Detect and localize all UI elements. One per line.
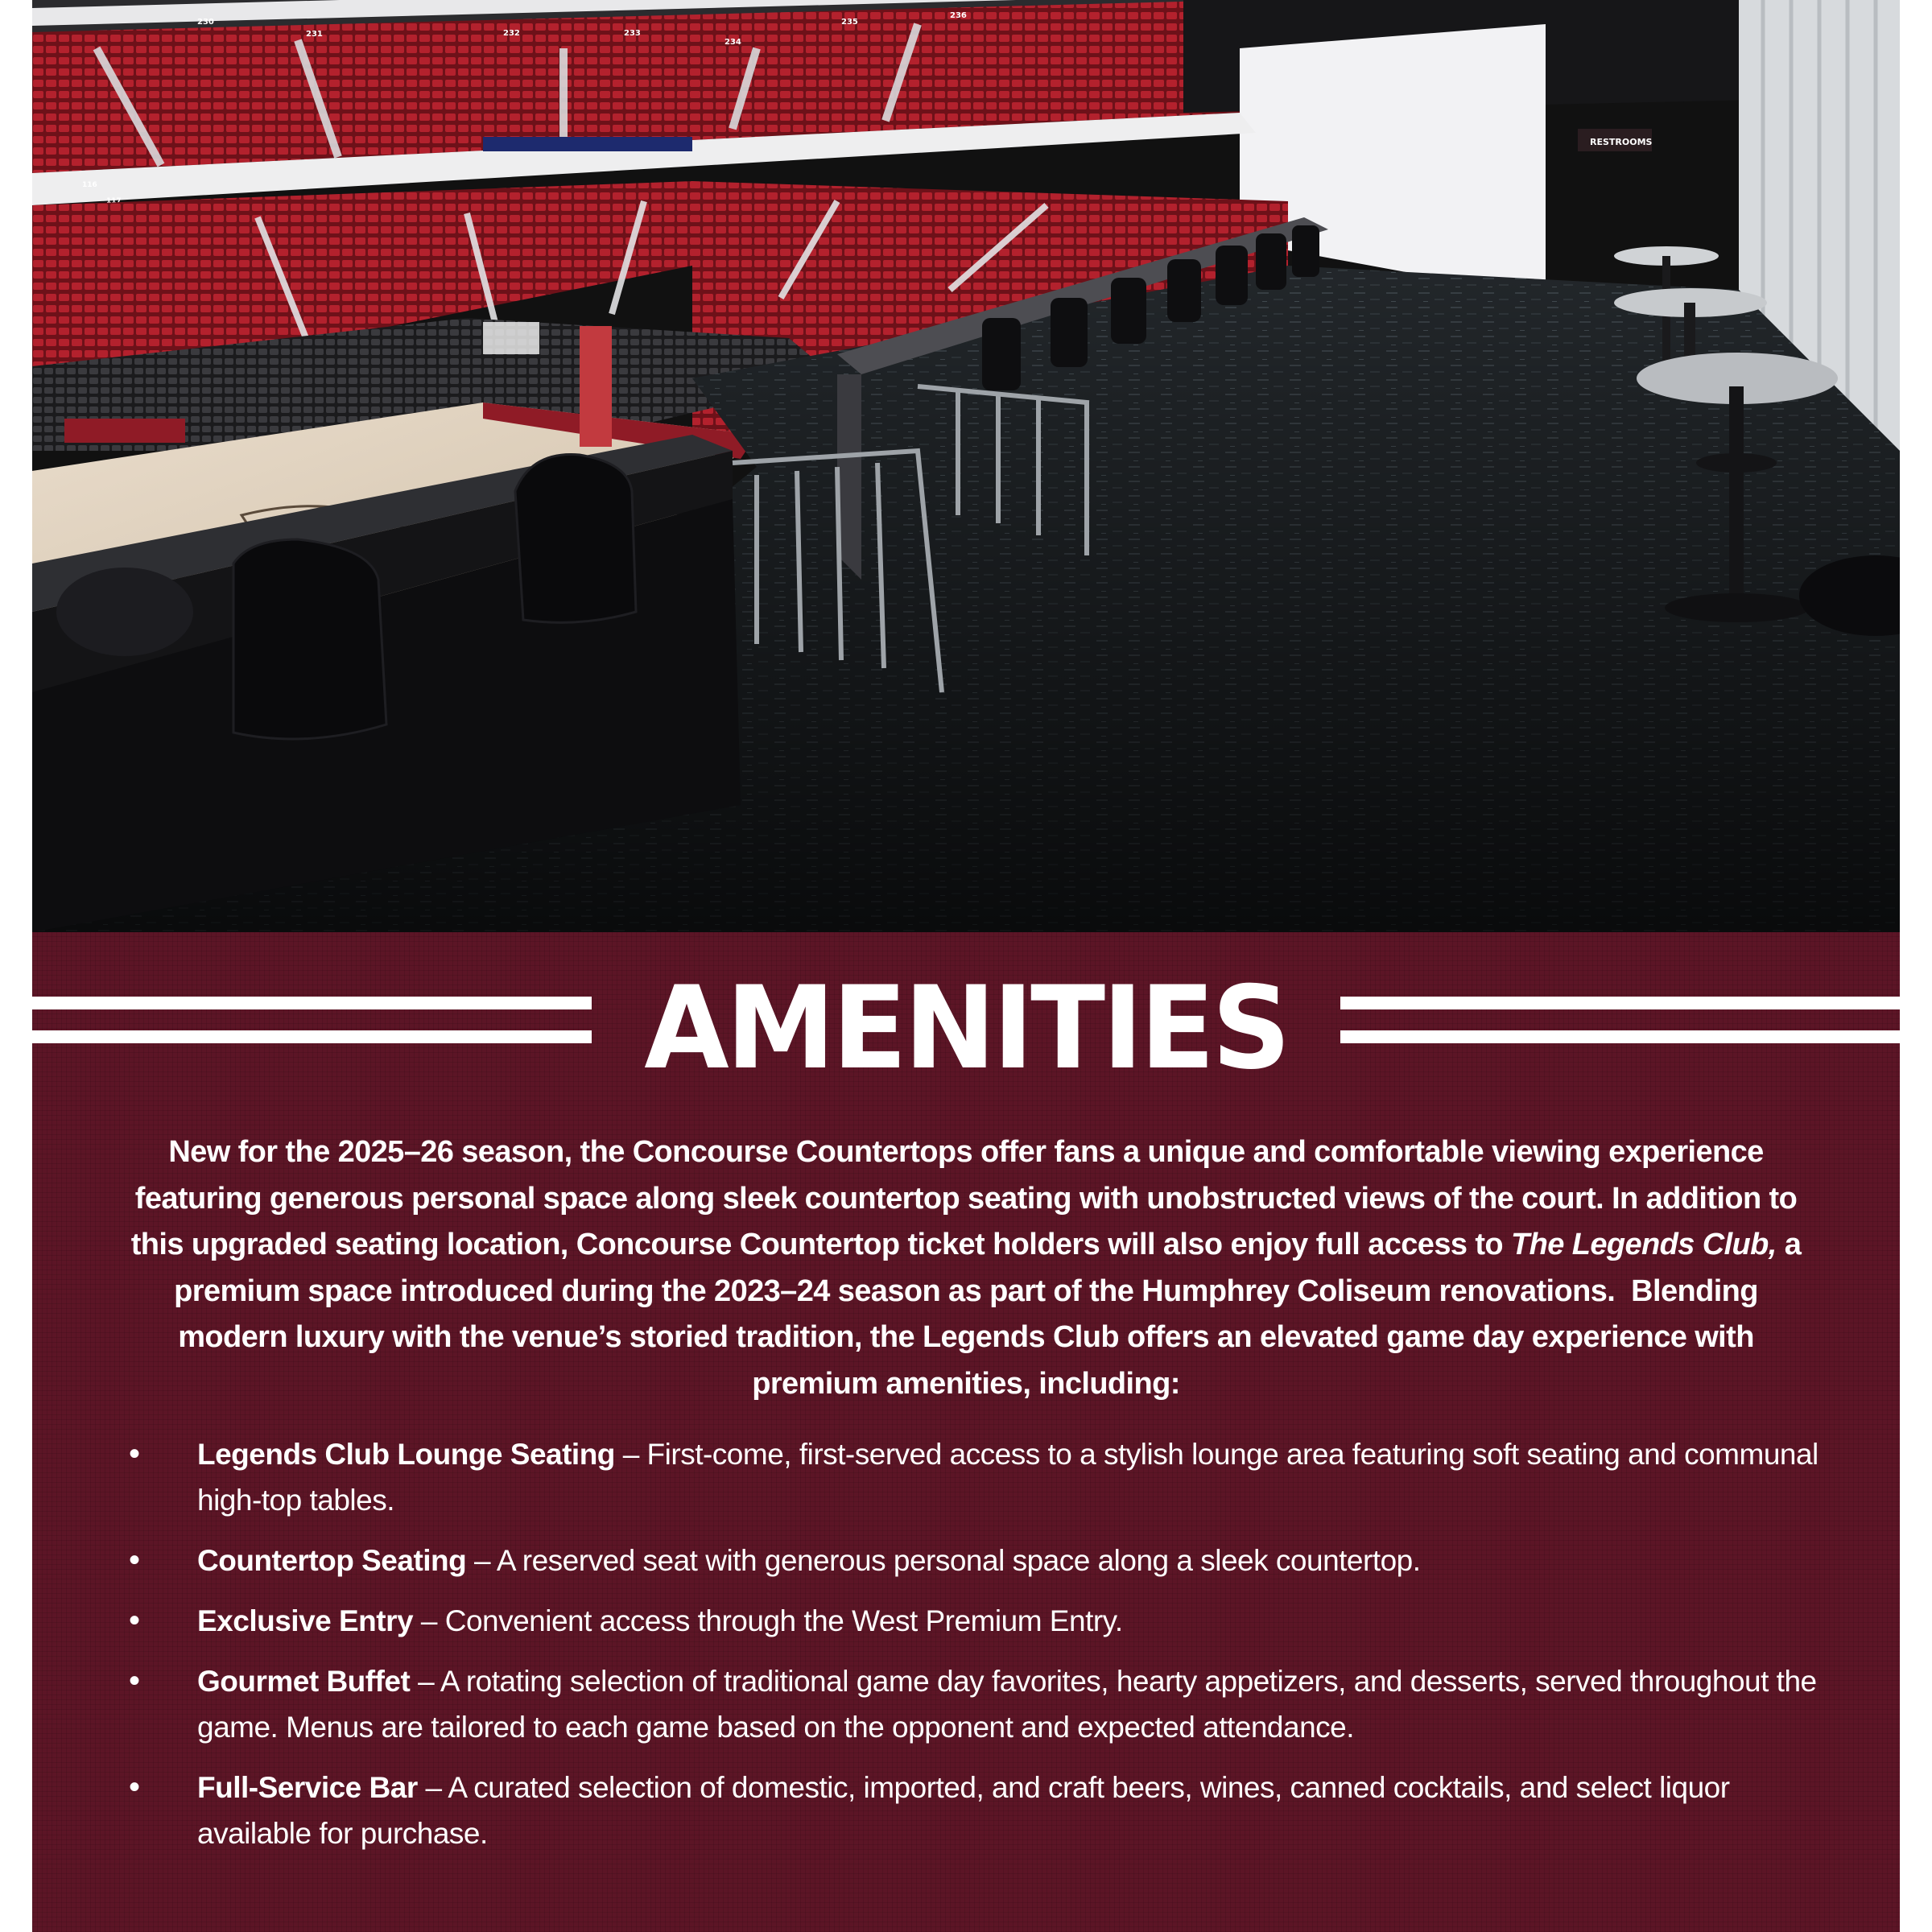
section-234: 234 [724, 38, 741, 47]
amenity-exclusive-entry [129, 1598, 1819, 1644]
amenity-description: – Convenient access through the West Premium Entry. [420, 1604, 1123, 1637]
amenity-description: – A reserved seat with generous personal space along a sleek countertop. [474, 1544, 1421, 1577]
bullet-icon: • [129, 1436, 140, 1472]
intro-main-text: New for the 2025–26 season, the Concourse Countertops offer fans a unique and comfortable viewing experience featuring generous personal space along sleek countertop seating with unobstructed views of the court. In addition to this upgraded seating location, Concourse Countertop ticket holders will also enjoy full access to [130, 1135, 1798, 1261]
section-117: 117 [106, 197, 122, 205]
heading-rule-right-top [1340, 997, 1900, 1009]
amenity-gourmet-buffet [129, 1658, 1819, 1750]
arena-illustration [32, 0, 1900, 932]
heading-rule-left-top [32, 997, 592, 1009]
section-233: 233 [624, 29, 641, 38]
amenity-term: Gourmet Buffet [197, 1665, 411, 1698]
bullet-icon: • [129, 1663, 140, 1699]
amenity-term: Full-Service Bar [197, 1771, 418, 1804]
intro-rest-text: a premium space introduced during the 2023–24 season as part of the Humphrey Coliseum renovations. Blending modern luxury with the venue’s storied tradition, the Legends Club offers an elevated game day experience with premium amenities, including: [174, 1228, 1802, 1401]
intro-paragraph [129, 1129, 1803, 1407]
section-235: 235 [841, 18, 858, 27]
section-230: 230 [197, 18, 214, 27]
amenity-description: – A curated selection of domestic, imported, and craft beers, wines, canned cocktails, and select liquor available for purchase. [197, 1771, 1730, 1850]
heading-rule-right-bottom [1340, 1030, 1900, 1043]
section-236: 236 [950, 11, 967, 20]
arena-photo [32, 0, 1900, 932]
heading-rule-left-bottom [32, 1030, 592, 1043]
section-232: 232 [503, 29, 520, 38]
amenity-countertop-seating [129, 1538, 1819, 1583]
amenity-lounge-seating [129, 1431, 1819, 1523]
legends-club-emphasis: The Legends Club, [1511, 1228, 1777, 1261]
amenity-description: – A rotating selection of traditional game day favorites, hearty appetizers, and desserts, served throughout the game. Menus are tailored to each game based on the opponent and expected attendance. [197, 1665, 1817, 1744]
amenity-description: – First-come, first-served access to a stylish lounge area featuring soft seating and communal high-top tables. [197, 1438, 1818, 1517]
amenity-term: Legends Club Lounge Seating [197, 1438, 615, 1471]
bullet-icon: • [129, 1603, 140, 1638]
amenities-list [129, 1431, 1819, 1871]
bullet-icon: • [129, 1542, 140, 1578]
restrooms-sign-label: RESTROOMS [1590, 137, 1653, 147]
section-231: 231 [306, 30, 323, 39]
amenity-term: Countertop Seating [197, 1544, 467, 1577]
bullet-icon: • [129, 1769, 140, 1805]
section-116: 116 [82, 181, 97, 189]
amenity-term: Exclusive Entry [197, 1604, 414, 1637]
amenity-full-service-bar [129, 1765, 1819, 1856]
amenities-panel [32, 932, 1900, 1932]
amenities-heading: AMENITIES [644, 962, 1288, 1095]
